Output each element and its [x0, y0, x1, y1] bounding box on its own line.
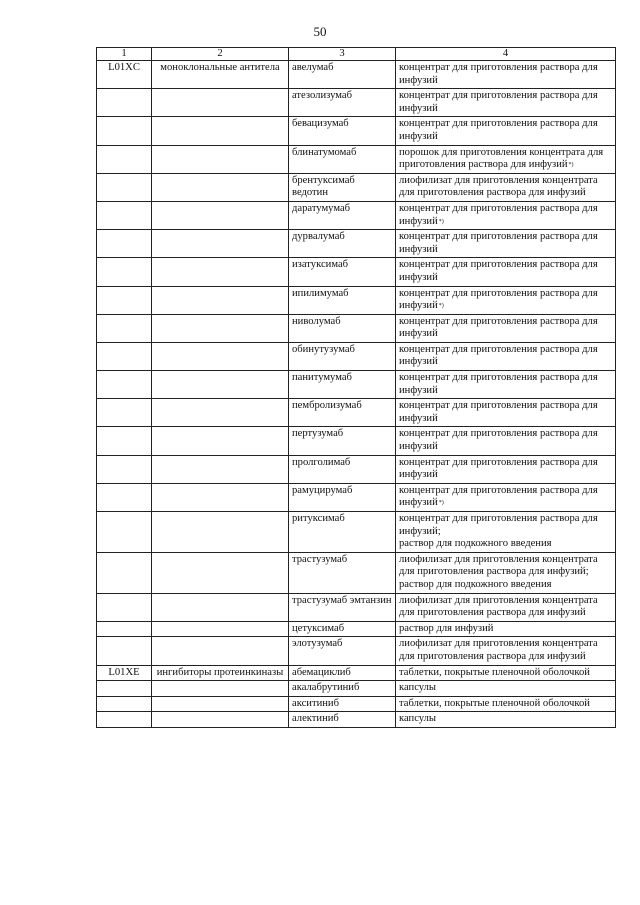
table-row — [97, 665, 616, 681]
dosage-form-cell — [396, 314, 616, 342]
table-row — [97, 427, 616, 455]
drug-name-cell: акалабрутиниб — [289, 681, 396, 697]
dosage-form-text: концентрат для приготовления раствора для инфузий — [399, 315, 598, 340]
group-name-cell — [152, 89, 289, 117]
group-name-cell — [152, 696, 289, 712]
dosage-form-text: концентрат для приготовления раствора для инфузий — [399, 90, 598, 114]
atc-code-cell — [97, 173, 152, 201]
dosage-form-text: концентрат для приготовления раствора для инфузий — [399, 62, 598, 86]
group-name-cell — [152, 258, 289, 286]
atc-code-cell — [97, 371, 152, 399]
dosage-form-cell — [396, 201, 616, 229]
dosage-form-cell — [396, 593, 616, 621]
dosage-form-text: раствор для подкожного введения — [399, 578, 552, 590]
header-col-4: 4 — [396, 48, 616, 61]
atc-code-cell — [97, 427, 152, 455]
group-name-cell — [152, 173, 289, 201]
drug-name-cell: изатуксимаб — [289, 258, 396, 286]
drug-name-cell: алектиниб — [289, 712, 396, 728]
dosage-form-text: концентрат для приготовления раствора для инфузий — [399, 287, 598, 312]
drug-name-cell: бевацизумаб — [289, 117, 396, 145]
drug-name-cell: ипилимумаб — [289, 286, 396, 314]
dosage-form-text: концентрат для приготовления раствора для инфузий — [399, 202, 598, 227]
dosage-form-cell — [396, 552, 616, 593]
dosage-form-text: лиофилизат для приготовления концентрата для приготовления раствора для инфузий — [399, 594, 598, 619]
dosage-form-cell — [396, 117, 616, 145]
dosage-form-text: концентрат для приготовления раствора для инфузий — [399, 456, 598, 481]
group-name-cell — [152, 681, 289, 697]
dosage-form-cell — [396, 89, 616, 117]
dosage-form-cell — [396, 483, 616, 511]
group-name-cell — [152, 117, 289, 145]
group-name-cell: ингибиторы протеинкиназы — [152, 665, 289, 681]
drug-name-cell: абемациклиб — [289, 665, 396, 681]
dosage-form-cell — [396, 455, 616, 483]
dosage-form-text: концентрат для приготовления раствора для инфузий — [399, 372, 598, 396]
header-row — [97, 48, 616, 61]
drug-name-cell: элотузумаб — [289, 637, 396, 665]
table-body — [97, 61, 616, 728]
atc-code-cell — [97, 593, 152, 621]
drug-name-cell: обинутузумаб — [289, 342, 396, 370]
dosage-form-cell — [396, 512, 616, 553]
drug-name-cell: брентуксимаб ведотин — [289, 173, 396, 201]
dosage-form-text: концентрат для приготовления раствора для инфузий — [399, 259, 598, 283]
table-row — [97, 637, 616, 665]
dosage-form-cell — [396, 681, 616, 697]
dosage-form-text: концентрат для приготовления раствора для инфузий — [399, 428, 598, 453]
atc-code-cell — [97, 637, 152, 665]
dosage-form-text: концентрат для приготовления раствора для инфузий — [399, 400, 598, 424]
atc-code-cell — [97, 681, 152, 697]
dosage-form-text: концентрат для приготовления раствора для инфузий — [399, 118, 598, 142]
dosage-form-cell — [396, 637, 616, 665]
dosage-form-cell — [396, 712, 616, 728]
dosage-form-text: концентрат для приготовления раствора для инфузий — [399, 484, 598, 509]
dosage-form-cell — [396, 371, 616, 399]
header-col-1: 1 — [97, 48, 152, 61]
table-row — [97, 483, 616, 511]
footnote-mark: *) — [438, 218, 444, 225]
table-row — [97, 399, 616, 427]
table-row — [97, 230, 616, 258]
group-name-cell — [152, 455, 289, 483]
dosage-form-text: порошок для приготовления концентрата для приготовления раствора для инфузий — [399, 146, 604, 171]
drug-name-cell: ритуксимаб — [289, 512, 396, 553]
table-row — [97, 314, 616, 342]
dosage-form-text: капсулы — [399, 713, 437, 725]
drug-name-cell: пертузумаб — [289, 427, 396, 455]
drug-name-cell: даратумумаб — [289, 201, 396, 229]
atc-code-cell — [97, 117, 152, 145]
dosage-form-cell — [396, 173, 616, 201]
drug-name-cell: блинатумомаб — [289, 145, 396, 173]
drug-name-cell: ниволумаб — [289, 314, 396, 342]
table-row — [97, 371, 616, 399]
atc-code-cell — [97, 455, 152, 483]
dosage-form-cell — [396, 427, 616, 455]
dosage-form-text: таблетки, покрытые пленочной оболочкой — [399, 666, 590, 678]
drug-name-cell: панитумумаб — [289, 371, 396, 399]
group-name-cell — [152, 552, 289, 593]
atc-code-cell — [97, 201, 152, 229]
dosage-form-text: лиофилизат для приготовления концентрата для приготовления раствора для инфузий — [399, 174, 598, 199]
atc-code-cell — [97, 145, 152, 173]
atc-code-cell — [97, 230, 152, 258]
atc-code-cell — [97, 258, 152, 286]
drug-table — [96, 47, 616, 728]
dosage-form-text: лиофилизат для приготовления концентрата для приготовления раствора для инфузий; — [399, 553, 598, 578]
atc-code-cell — [97, 89, 152, 117]
dosage-form-cell — [396, 258, 616, 286]
atc-code-cell: L01XC — [97, 61, 152, 89]
table-row — [97, 201, 616, 229]
dosage-form-text: концентрат для приготовления раствора для инфузий — [399, 231, 598, 255]
group-name-cell — [152, 230, 289, 258]
drug-name-cell: пембролизумаб — [289, 399, 396, 427]
atc-code-cell — [97, 621, 152, 637]
footnote-mark: *) — [438, 500, 444, 507]
table-row — [97, 117, 616, 145]
atc-code-cell — [97, 483, 152, 511]
table-row — [97, 286, 616, 314]
footnote-mark: *) — [568, 162, 574, 169]
dosage-form-cell — [396, 61, 616, 89]
table-row — [97, 681, 616, 697]
drug-name-cell: атезолизумаб — [289, 89, 396, 117]
dosage-form-cell — [396, 342, 616, 370]
page-number: 50 — [313, 24, 327, 39]
dosage-form-cell — [396, 145, 616, 173]
dosage-form-text: раствор для инфузий — [399, 622, 494, 634]
table-row — [97, 89, 616, 117]
group-name-cell — [152, 286, 289, 314]
group-name-cell — [152, 314, 289, 342]
header-col-2: 2 — [152, 48, 289, 61]
atc-code-cell — [97, 286, 152, 314]
drug-name-cell: акситиниб — [289, 696, 396, 712]
group-name-cell — [152, 342, 289, 370]
group-name-cell — [152, 399, 289, 427]
group-name-cell — [152, 483, 289, 511]
table-row — [97, 342, 616, 370]
drug-name-cell: пролголимаб — [289, 455, 396, 483]
atc-code-cell — [97, 342, 152, 370]
atc-code-cell — [97, 512, 152, 553]
table-row — [97, 552, 616, 593]
table-row — [97, 512, 616, 553]
atc-code-cell — [97, 314, 152, 342]
dosage-form-text: концентрат для приготовления раствора для инфузий — [399, 343, 598, 368]
table-row — [97, 455, 616, 483]
group-name-cell — [152, 637, 289, 665]
dosage-form-text: лиофилизат для приготовления концентрата для приготовления раствора для инфузий — [399, 638, 598, 662]
group-name-cell — [152, 371, 289, 399]
table-row — [97, 696, 616, 712]
dosage-form-cell — [396, 621, 616, 637]
drug-name-cell: трастузумаб эмтанзин — [289, 593, 396, 621]
atc-code-cell — [97, 399, 152, 427]
drug-name-cell: авелумаб — [289, 61, 396, 89]
drug-name-cell: рамуцирумаб — [289, 483, 396, 511]
footnote-mark: *) — [438, 303, 444, 310]
table-row — [97, 621, 616, 637]
group-name-cell — [152, 593, 289, 621]
group-name-cell — [152, 201, 289, 229]
dosage-form-text: концентрат для приготовления раствора для инфузий; — [399, 513, 598, 537]
dosage-form-text: капсулы — [399, 682, 437, 694]
dosage-form-cell — [396, 399, 616, 427]
dosage-form-text: таблетки, покрытые пленочной оболочкой — [399, 697, 590, 709]
group-name-cell: моноклональные антитела — [152, 61, 289, 89]
table-row — [97, 593, 616, 621]
atc-code-cell: L01XE — [97, 665, 152, 681]
drug-name-cell: цетуксимаб — [289, 621, 396, 637]
group-name-cell — [152, 512, 289, 553]
table-row — [97, 61, 616, 89]
table-row — [97, 258, 616, 286]
header-col-3: 3 — [289, 48, 396, 61]
group-name-cell — [152, 712, 289, 728]
dosage-form-cell — [396, 230, 616, 258]
dosage-form-cell — [396, 696, 616, 712]
group-name-cell — [152, 145, 289, 173]
table-row — [97, 173, 616, 201]
drug-name-cell: трастузумаб — [289, 552, 396, 593]
group-name-cell — [152, 621, 289, 637]
atc-code-cell — [97, 712, 152, 728]
atc-code-cell — [97, 696, 152, 712]
group-name-cell — [152, 427, 289, 455]
dosage-form-text: раствор для подкожного введения — [399, 538, 552, 550]
atc-code-cell — [97, 552, 152, 593]
drug-name-cell: дурвалумаб — [289, 230, 396, 258]
table-row — [97, 712, 616, 728]
table-row — [97, 145, 616, 173]
dosage-form-cell — [396, 665, 616, 681]
dosage-form-cell — [396, 286, 616, 314]
